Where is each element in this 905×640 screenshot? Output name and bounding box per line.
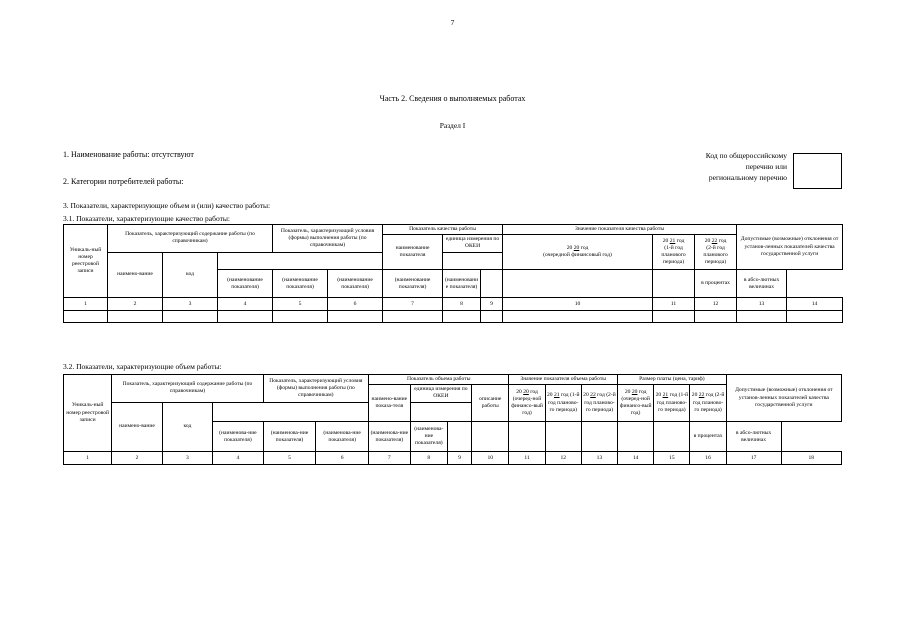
q-header-unit-code: код (163, 252, 218, 298)
v-colnum-11: 11 (509, 452, 545, 465)
quality-indicators-table (63, 224, 843, 323)
q-colnum-12: 12 (695, 298, 737, 311)
page-number: 7 (450, 18, 455, 27)
q-header-year-plan1: 20 21 год (1-й год планового периода) (653, 235, 695, 270)
v-header-unique-number: Уникаль-ный номер реестровой записи (64, 375, 112, 452)
v-sub-name-6: (наименова-ние показателя) (410, 422, 447, 452)
v-colnum-16: 16 (690, 452, 726, 465)
v-header-content-indicator: Показатель, характеризующий содержание работы (по справочникам) (112, 375, 263, 403)
q-header-year-current: 20 20 год (очередной финансовый год) (503, 235, 653, 270)
section-subtitle: Раздел I (439, 121, 466, 130)
v-colnum-6: 6 (316, 452, 369, 465)
v-sub-name-5: (наименова-ние показателя) (368, 422, 410, 452)
v-header-tar-year-plan1: 20 21 год (1-й год планово-го периода) (654, 385, 690, 422)
q-header-unit-measure: единица измерения по ОКЕИ (443, 235, 503, 252)
v-colnum-5: 5 (263, 452, 316, 465)
q-header-condition-indicator: Показатель, характеризующий условия (формы) выполнения работы (по справочникам) (273, 225, 383, 253)
v-header-allowed-deviation: Допустимые (возможные) отклонения от установ-ленных показателей качества государственной услуги (726, 375, 841, 422)
v-colnum-10: 10 (472, 452, 509, 465)
q-row-cell[interactable] (218, 311, 273, 323)
q-header-unit-name: наимено-вание (108, 252, 163, 298)
q-header-dev-absolute: в абсо-лютных величинах (737, 270, 787, 298)
v-colnum-18: 18 (781, 452, 841, 465)
quality-indicators-line: 3.1. Показатели, характеризующие качество работы: (63, 214, 230, 223)
v-header-unit-code: код (162, 402, 212, 452)
q-colnum-4: 4 (218, 298, 273, 311)
v-sub-name-3: (наименова-ние показателя) (263, 422, 316, 452)
v-colnum-17: 17 (726, 452, 781, 465)
v-header-tar-year-plan2: 20 22 год (2-й год планово-го периода) (690, 385, 726, 422)
q-colnum-2: 2 (108, 298, 163, 311)
volume-indicators-table (63, 374, 842, 465)
v-header-unit-measure: единица измерения по ОКЕИ (410, 385, 471, 402)
v-colnum-12: 12 (545, 452, 581, 465)
q-colnum-13: 13 (737, 298, 787, 311)
q-row-cell[interactable] (787, 311, 843, 323)
q-sub-name-5: (наименование показателя) (383, 270, 443, 298)
v-colnum-9: 9 (447, 452, 471, 465)
q-row-cell[interactable] (503, 311, 653, 323)
v-colnum-15: 15 (654, 452, 690, 465)
v-header-condition-indicator: Показатель, характеризующий условия (формы) выполнения работы (по справочникам) (263, 375, 368, 403)
v-colnum-2: 2 (112, 452, 162, 465)
q-header-unique-number: Уникаль-ный номер реестровой записи (64, 225, 108, 298)
q-sub-name-6: (наименование показателя) (443, 270, 481, 298)
q-header-quality-name: наименование показателя (383, 235, 443, 270)
q-sub-name-2: (наименование показателя) (218, 270, 273, 298)
q-colnum-5: 5 (273, 298, 328, 311)
q-colnum-1: 1 (64, 298, 108, 311)
code-input-box[interactable] (793, 153, 842, 189)
q-sub-name-3: (наименование показателя) (273, 270, 328, 298)
v-header-volume-indicator: Показатель объема работы (368, 375, 508, 385)
q-row-cell[interactable] (328, 311, 383, 323)
work-name-line: 1. Наименование работы: отсутствуют (63, 150, 194, 159)
v-colnum-14: 14 (618, 452, 654, 465)
v-header-vol-year-current-spacer (472, 422, 509, 452)
v-colnum-1: 1 (64, 452, 112, 465)
v-colnum-7: 7 (368, 452, 410, 465)
v-header-tariff: Размер платы (цена, тариф) (618, 375, 727, 385)
v-header-vol-year-plan1-spacer (509, 422, 545, 452)
code-label (627, 150, 787, 183)
v-header-vol-year-plan2: 20 22 год (2-й год планово-го периода) (581, 385, 617, 422)
v-header-vol-year-plan2-spacer (545, 422, 581, 452)
v-header-description: описание работы (472, 385, 509, 422)
code-label-line2: перечню или (745, 162, 787, 171)
v-header-vol-year-current: 20 20 год (очеред-ной финансо-вый год) (509, 385, 545, 422)
v-header-description-spacer (447, 422, 471, 452)
q-colnum-3: 3 (163, 298, 218, 311)
v-header-volume-name: наимено-вание показа-теля (368, 385, 410, 422)
q-header-year-current-spacer (481, 270, 503, 298)
q-row-cell[interactable] (695, 311, 737, 323)
v-header-tar-year-current-spacer (581, 422, 617, 452)
q-row-cell[interactable] (108, 311, 163, 323)
q-header-quality-indicator: Показатель качества работы (383, 225, 503, 235)
q-header-allowed-deviation: Допустимые (возможные) отклонения от установ-ленных показателей качества государственной услуги (737, 225, 843, 270)
indicators-line: 3. Показатели, характеризующие объем и (или) качество работы: (63, 201, 271, 210)
v-header-tar-year-plan1-spacer (618, 422, 654, 452)
v-header-dev-absolute: в абсо-лютных величинах (726, 422, 781, 452)
q-row-cell[interactable] (737, 311, 787, 323)
q-header-dev-percent: в процентах (695, 270, 737, 298)
q-header-year-plan2-spacer (653, 270, 695, 298)
q-row-cell[interactable] (64, 311, 108, 323)
v-colnum-13: 13 (581, 452, 617, 465)
q-colnum-7: 7 (383, 298, 443, 311)
v-colnum-3: 3 (162, 452, 212, 465)
v-colnum-4: 4 (213, 452, 263, 465)
q-colnum-10: 10 (503, 298, 653, 311)
q-header-year-plan2: 20 22 год (2-й год планового периода) (695, 235, 737, 270)
q-colnum-9: 9 (481, 298, 503, 311)
code-label-line3: региональному перечню (708, 173, 787, 182)
volume-indicators-line: 3.2. Показатели, характеризующие объем работы: (63, 362, 222, 371)
v-colnum-8: 8 (410, 452, 447, 465)
q-row-cell[interactable] (443, 311, 481, 323)
q-header-content-indicator: Показатель, характеризующий содержание работы (по справочникам) (108, 225, 273, 253)
v-header-dev-percent: в процентах (690, 422, 726, 452)
q-colnum-6: 6 (328, 298, 383, 311)
v-sub-name-4: (наименова-ние показателя) (316, 422, 369, 452)
consumer-categories-line: 2. Категории потребителей работы: (63, 177, 184, 186)
v-header-unit-name: наимено-вание (112, 402, 162, 452)
q-colnum-11: 11 (653, 298, 695, 311)
q-header-quality-value: Значение показателя качества работы (503, 225, 737, 235)
v-sub-name-2: (наименова-ние показателя) (213, 422, 263, 452)
q-colnum-14: 14 (787, 298, 843, 311)
q-header-year-plan1-spacer (503, 270, 653, 298)
v-header-vol-year-plan1: 20 21 год (1-й год планово-го периода) (545, 385, 581, 422)
q-row-cell[interactable] (481, 311, 503, 323)
q-row-cell[interactable] (163, 311, 218, 323)
code-label-line1: Код по общероссийскому (705, 151, 787, 160)
q-colnum-8: 8 (443, 298, 481, 311)
q-sub-name-4: (наименование показателя) (328, 270, 383, 298)
q-row-cell[interactable] (653, 311, 695, 323)
v-header-volume-value: Значение показателя объема работы (509, 375, 618, 385)
q-row-cell[interactable] (273, 311, 328, 323)
q-row-cell[interactable] (383, 311, 443, 323)
v-header-tar-year-plan2-spacer (654, 422, 690, 452)
v-header-tar-year-current: 20 20 год (очеред-ной финансо-вый год) (618, 385, 654, 422)
document-title: Часть 2. Сведения о выполняемых работах (379, 94, 526, 103)
